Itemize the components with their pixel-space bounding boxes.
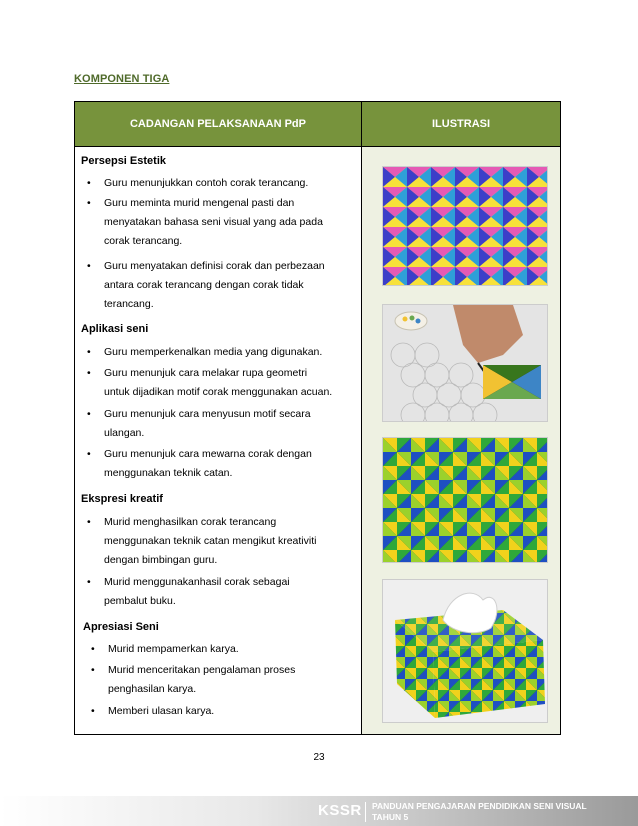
bullet-icon: • [87, 197, 91, 209]
bullet-icon: • [91, 664, 95, 676]
item-text: antara corak terancang dengan corak tidak [104, 279, 304, 291]
item-text: Murid mempamerkan karya. [108, 643, 239, 655]
item-text: corak terancang. [104, 235, 183, 247]
student-painting-image [382, 304, 548, 422]
bullet-icon: • [87, 367, 91, 379]
item-text: Guru memperkenalkan media yang digunakan. [104, 346, 323, 358]
item-text: Guru meminta murid mengenal pasti dan [104, 197, 295, 209]
bullet-icon: • [87, 516, 91, 528]
section-heading: KOMPONEN TIGA [74, 73, 170, 85]
green-blue-pattern-image [382, 437, 548, 563]
painting-scene-graphic [383, 305, 548, 422]
item-text: terancang. [104, 298, 154, 310]
item-text: Guru menunjuk cara mewarna corak dengan [104, 448, 312, 460]
section-title-ekspresi: Ekspresi kreatif [81, 493, 163, 505]
triangle-pattern-image [382, 166, 548, 286]
item-text: Memberi ulasan karya. [108, 705, 215, 717]
footer-title: PANDUAN PENGAJARAN PENDIDIKAN SENI VISUAL [372, 801, 587, 811]
tissue-box-graphic [383, 580, 548, 723]
pdp-table [74, 101, 561, 735]
bullet-icon: • [91, 643, 95, 655]
item-text: penghasilan karya. [108, 683, 197, 695]
green-blue-pattern-graphic [383, 438, 548, 563]
bullet-icon: • [91, 705, 95, 717]
section-title-persepsi: Persepsi Estetik [81, 155, 166, 167]
footer-divider [365, 802, 366, 822]
item-text: Murid menghasilkan corak terancang [104, 516, 277, 528]
item-text: Guru menunjukkan contoh corak terancang. [104, 177, 309, 189]
item-text: pembalut buku. [104, 595, 176, 607]
item-text: Guru menyatakan definisi corak dan perbezaan [104, 260, 325, 272]
header-ilustrasi: ILUSTRASI [431, 118, 491, 130]
item-text: menyatakan bahasa seni visual yang ada pada [104, 216, 323, 228]
implementation-cell [75, 147, 361, 734]
illustration-cell [362, 147, 560, 734]
item-text: dengan bimbingan guru. [104, 554, 218, 566]
bullet-icon: • [87, 448, 91, 460]
tissue-box-image [382, 579, 548, 723]
item-text: ulangan. [104, 427, 145, 439]
item-text: Guru menunjuk cara menyusun motif secara [104, 408, 311, 420]
page-number: 23 [313, 752, 325, 763]
bullet-icon: • [87, 346, 91, 358]
bullet-icon: • [87, 177, 91, 189]
section-title-aplikasi: Aplikasi seni [81, 323, 149, 335]
item-text: Guru menunjuk cara melakar rupa geometri [104, 367, 308, 379]
item-text: Murid menceritakan pengalaman proses [108, 664, 296, 676]
bullet-icon: • [87, 260, 91, 272]
table-header [75, 102, 560, 147]
item-text: menggunakan teknik catan. [104, 467, 233, 479]
header-cadangan: CADANGAN PELAKSANAAN PdP [129, 118, 306, 130]
bullet-icon: • [87, 408, 91, 420]
item-text: untuk dijadikan motif corak menggunakan acuan. [104, 386, 333, 398]
footer-brand: KSSR [318, 802, 362, 819]
section-title-apresiasi: Apresiasi Seni [83, 621, 159, 633]
item-text: menggunakan teknik catan mengikut kreativiti [104, 535, 317, 547]
item-text: Murid menggunakanhasil corak sebagai [104, 576, 290, 588]
footer-subtitle: TAHUN 5 [372, 812, 409, 822]
triangle-pattern-graphic [383, 167, 548, 286]
bullet-icon: • [87, 576, 91, 588]
